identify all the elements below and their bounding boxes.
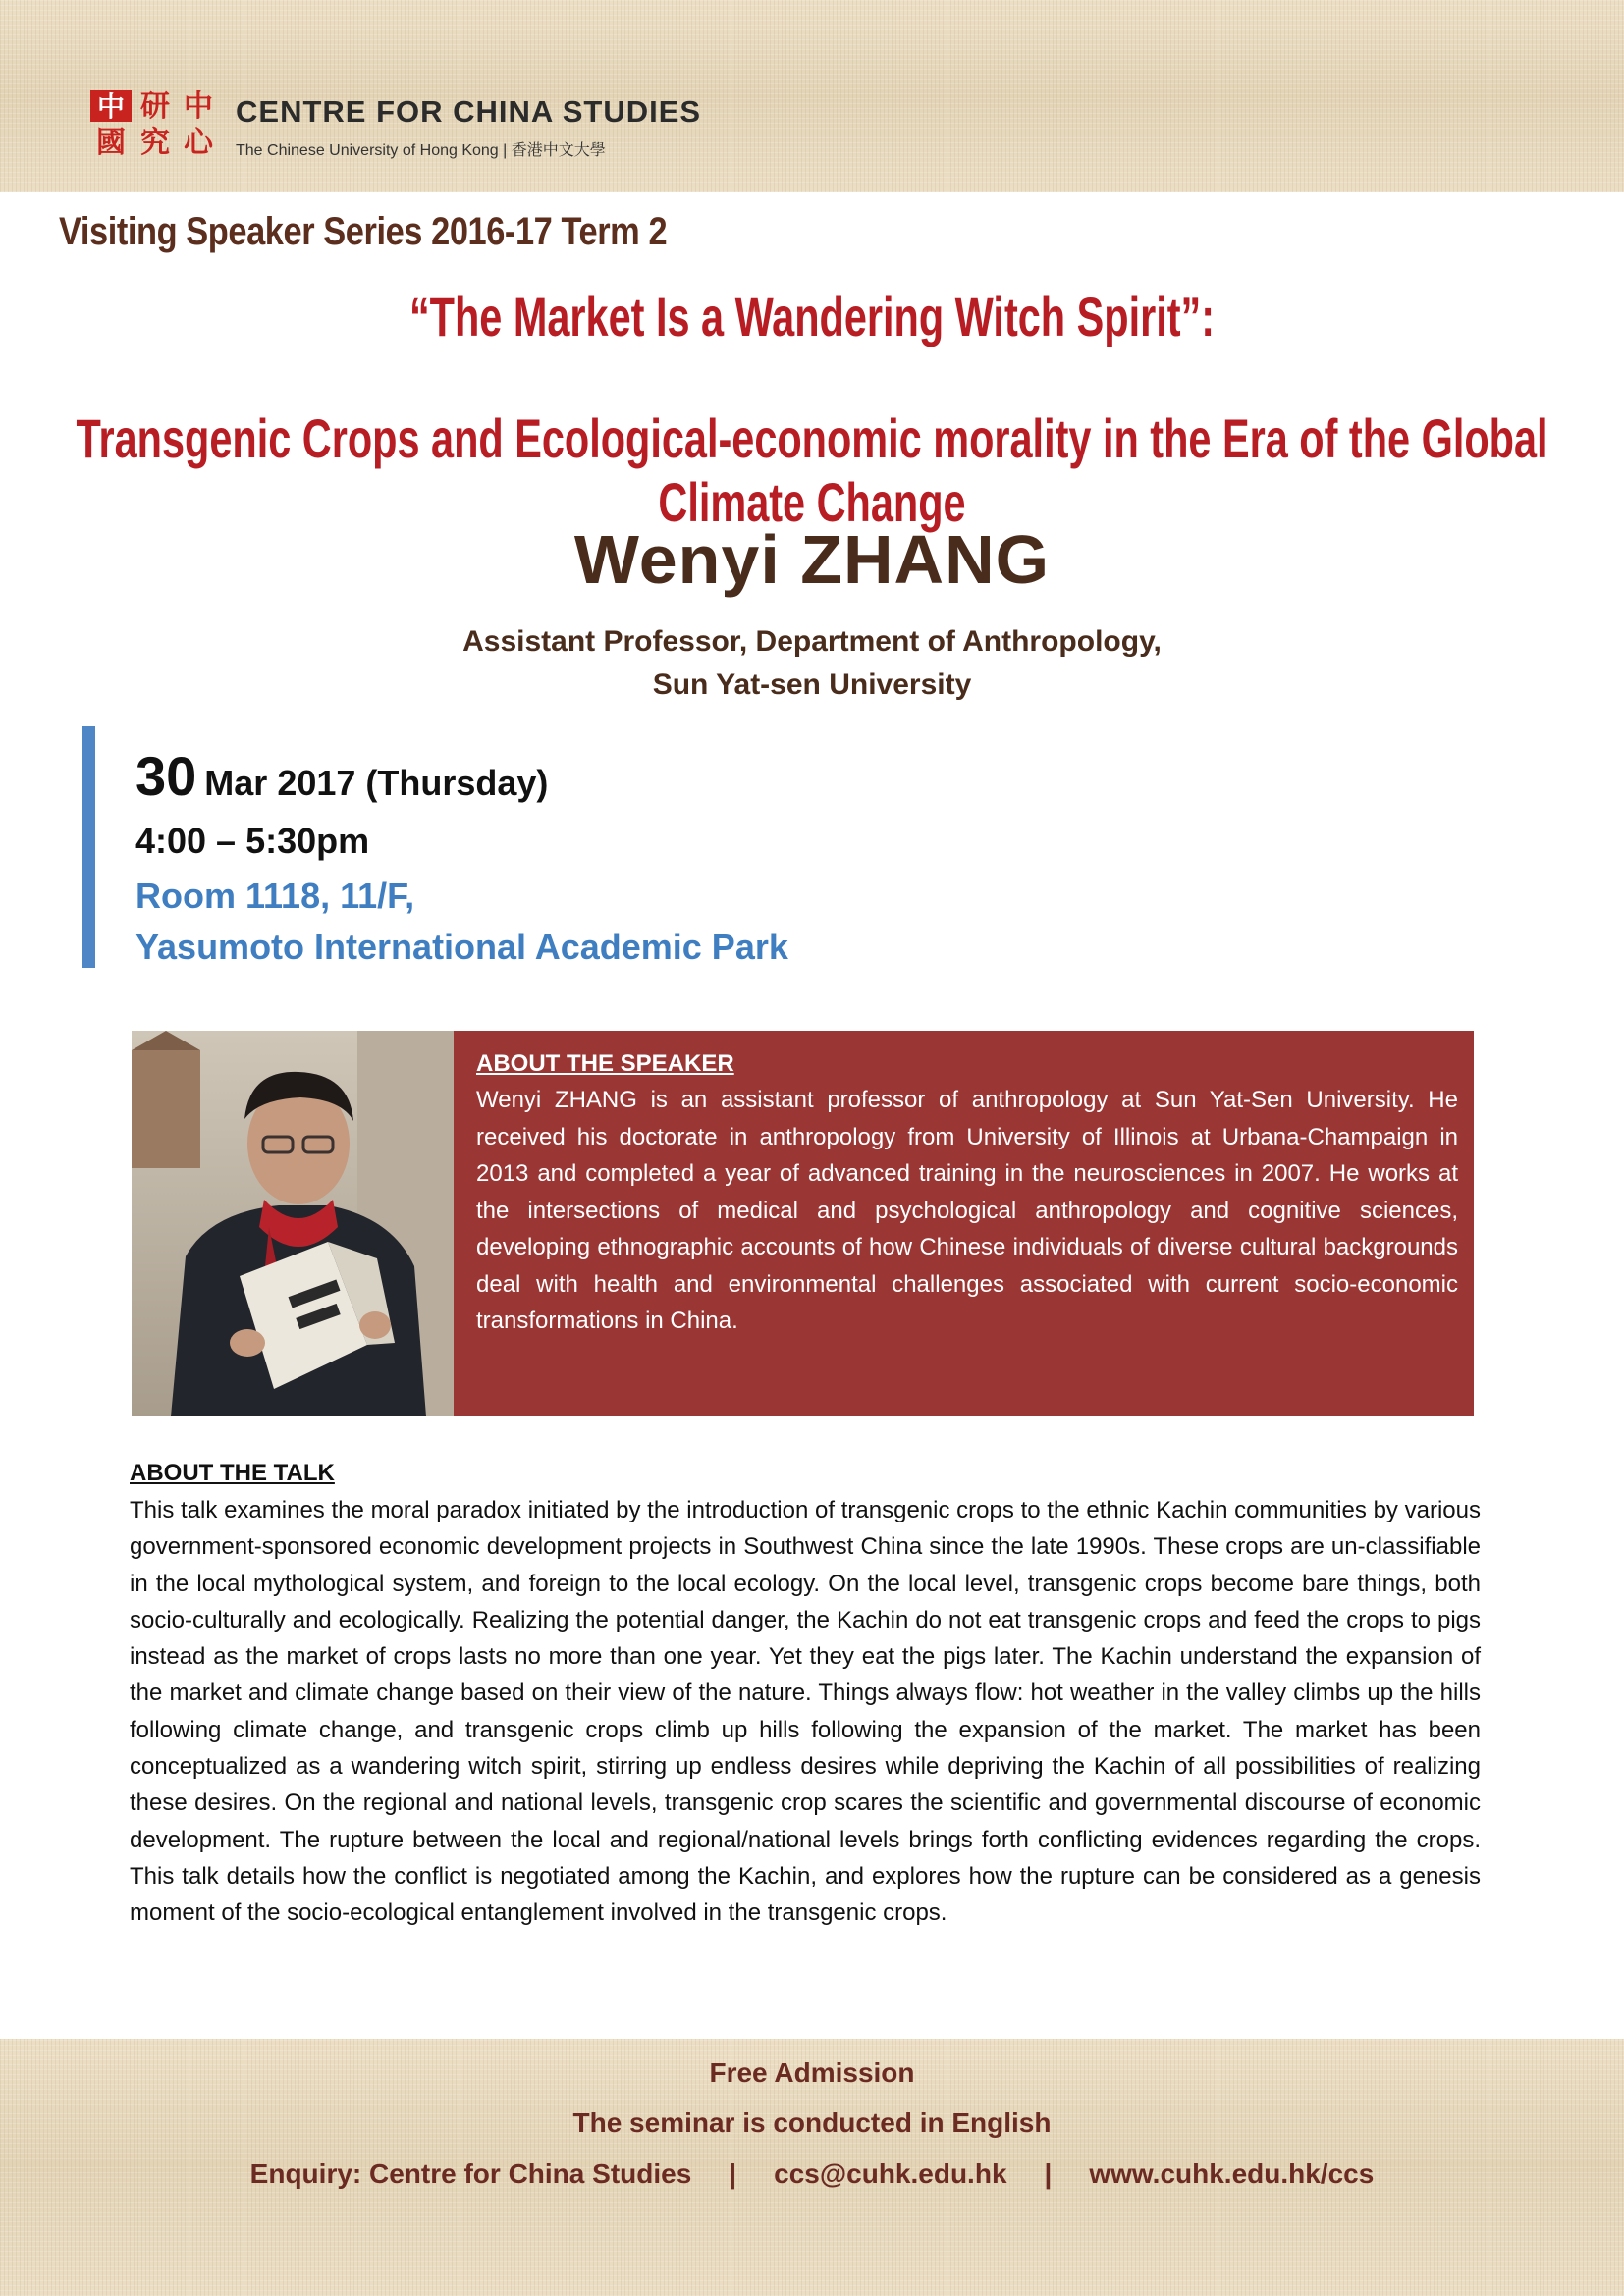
email-link[interactable]: ccs@cuhk.edu.hk (774, 2159, 1007, 2189)
logo-char: 國 (96, 126, 126, 157)
about-talk-text: This talk examines the moral paradox initiated by the introduction of transgenic crops to the ethnic Kachin communities by various government-sponsored economic development projects in Southwest China since the late 1990s. These crops are un-classifiable in the local mythological system, and foreign to the local ecology. On the local level, transgenic crops become bare things, both socio-culturally and ecologically. Realizing the potential danger, the Kachin do not eat transgenic crops and feed the crops to pigs instead as the market of crops lasts no more than one year. Yet they eat the pigs later. The Kachin understand the expansion of the market and climate change based on their view of the nature. Things always flow: hot weather in the valley climbs up the hills following climate change, and transgenic crops climb up hills following the expansion of the market. The market has been conceptualized as a wandering witch spirit, stirring up endless desires while depriving the Kachin of all possibilities of realizing these desires. On the regional and national levels, transgenic crop scares the scientific and governmental discourse of economic development. The rupture between the local and regional/national levels brings forth conflicting evidences regarding the crops. This talk details how the conflict is negotiated among the Kachin, and explores how the rupture can be considered as a genesis moment of the socio-ecological entanglement involved in the transgenic crops. (130, 1497, 1481, 1927)
event-date (135, 744, 548, 808)
ccs-logo (90, 90, 220, 157)
logo-char: 中 (184, 90, 213, 124)
event-date-rest: Mar 2017 (Thursday) (204, 763, 549, 803)
admission-note: Free Admission (709, 2057, 915, 2088)
contact-line (0, 2159, 1624, 2190)
accent-bar (82, 726, 95, 968)
org-name: CENTRE FOR CHINA STUDIES (236, 94, 702, 129)
about-speaker-text: Wenyi ZHANG is an assistant professor of anthropology at Sun Yat-Sen University. He received his doctorate in anthropology from University of Illinois at Urbana-Champaign in 2013 and completed a year of advanced training in the neurosciences in 2007. He works at the intersections of medical and psychological anthropology and cognitive sciences, developing ethnographic accounts of how Chinese individuals of diverse cultural backgrounds deal with health and environmental challenges associated with current socio-economic transformations in China. (476, 1087, 1458, 1334)
separator: | (729, 2159, 737, 2189)
speaker-name: Wenyi ZHANG (573, 521, 1051, 598)
website-link[interactable]: www.cuhk.edu.hk/ccs (1089, 2159, 1375, 2189)
about-talk-section (130, 1460, 1481, 1932)
series-title: Visiting Speaker Series 2016-17 Term 2 (59, 210, 668, 253)
speaker-affiliation-line2: Sun Yat-sen University (652, 668, 972, 701)
speaker-photo (132, 1031, 454, 1416)
event-time: 4:00 – 5:30pm (135, 821, 370, 861)
separator: | (1044, 2159, 1053, 2189)
org-subtitle: The Chinese University of Hong Kong | 香港中文大學 (236, 142, 606, 159)
logo-char: 究 (140, 126, 170, 157)
about-speaker-heading: ABOUT THE SPEAKER (476, 1050, 734, 1077)
venue-line1: Room 1118, 11/F, (135, 876, 415, 916)
venue-line2: Yasumoto International Academic Park (135, 927, 788, 967)
language-note: The seminar is conducted in English (572, 2108, 1052, 2138)
logo-char: 中 (96, 90, 126, 123)
event-date-day: 30 (135, 745, 197, 807)
speaker-affiliation-line1: Assistant Professor, Department of Anthropology, (462, 625, 1162, 658)
enquiry-label: Enquiry: Centre for China Studies (249, 2159, 692, 2189)
talk-title-line2: Transgenic Crops and Ecological-economic morality in the Era of the Global Climate Change (76, 407, 1548, 533)
logo-char: 心 (184, 126, 213, 157)
about-talk-heading: ABOUT THE TALK (130, 1460, 335, 1486)
about-speaker-panel (454, 1031, 1474, 1416)
logo-char: 研 (140, 90, 170, 124)
talk-title-line1: “The Market Is a Wandering Witch Spirit”: (408, 286, 1216, 347)
